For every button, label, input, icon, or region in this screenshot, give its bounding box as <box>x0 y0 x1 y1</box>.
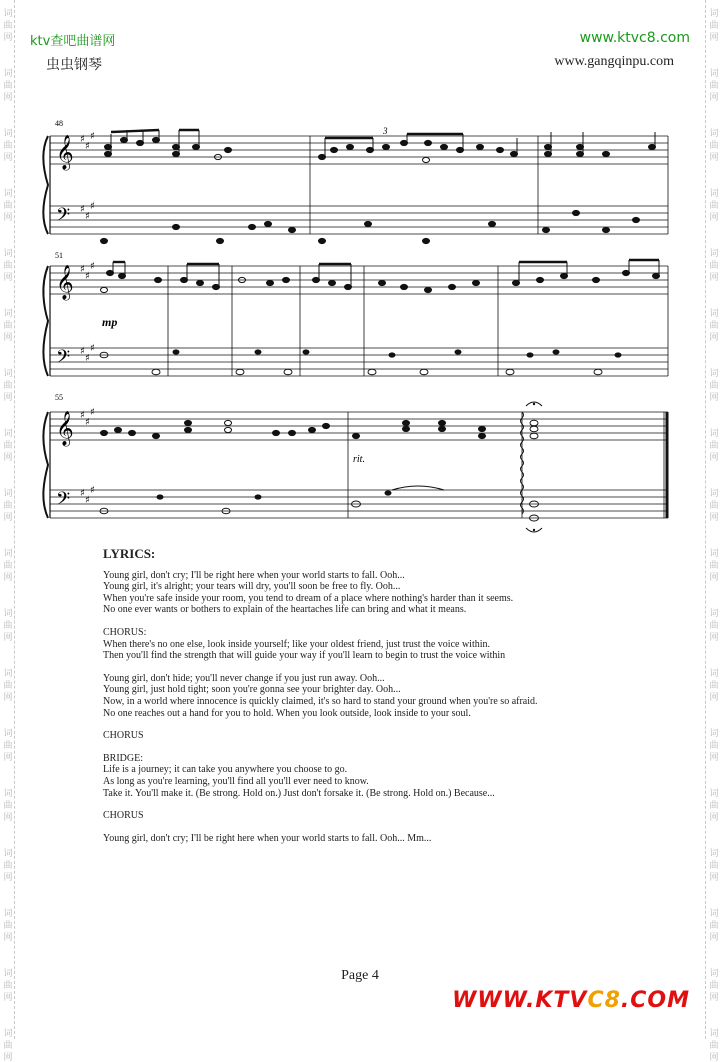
watermark-glyph: 网 <box>3 872 13 882</box>
svg-text:♯: ♯ <box>80 264 85 275</box>
lyrics-chorus-marker <box>103 810 663 822</box>
watermark-glyph: 曲 <box>709 980 719 990</box>
watermark-glyph: 曲 <box>3 560 13 570</box>
lyrics-verse-2 <box>103 673 663 719</box>
lyric-line: No one ever wants or bothers to explain of the heartaches life can bring and what it means. <box>103 604 467 616</box>
watermark-glyph: 曲 <box>3 860 13 870</box>
svg-text:𝄞: 𝄞 <box>56 135 74 170</box>
lyrics-chorus-marker <box>103 730 663 742</box>
watermark-glyph: 词 <box>3 248 13 258</box>
watermark-glyph: 词 <box>709 248 719 258</box>
watermark-glyph: 词 <box>709 128 719 138</box>
lyric-line: Then you'll find the strength that will guide your way if you'll learn to begin to trust the voice within <box>103 650 506 662</box>
watermark-glyph: 网 <box>3 92 13 102</box>
watermark-glyph: 曲 <box>709 680 719 690</box>
site-logo <box>452 988 690 1013</box>
watermark-glyph: 网 <box>709 92 719 102</box>
svg-text:♯: ♯ <box>80 204 85 215</box>
watermark-glyph: 曲 <box>709 140 719 150</box>
watermark-glyph: 词 <box>709 968 719 978</box>
watermark-glyph: 词 <box>709 8 719 18</box>
score-system-1-graphic <box>0 112 720 252</box>
svg-text:♯: ♯ <box>85 417 90 428</box>
lyric-line: Young girl, don't cry; I'll be right here when your world starts to fall. Ooh... Mm... <box>103 832 432 844</box>
watermark-glyph: 词 <box>709 728 719 738</box>
watermark-glyph: 曲 <box>3 200 13 210</box>
watermark-glyph: 网 <box>3 1052 13 1062</box>
watermark-glyph: 网 <box>709 452 719 462</box>
watermark-glyph: 网 <box>709 152 719 162</box>
watermark-glyph: 词 <box>3 908 13 918</box>
watermark-glyph: 词 <box>709 908 719 918</box>
watermark-glyph: 曲 <box>709 740 719 750</box>
svg-text:♯: ♯ <box>80 346 85 357</box>
watermark-glyph: 曲 <box>3 320 13 330</box>
score-system-2-graphic <box>0 252 720 392</box>
site-logo-part-3: .COM <box>620 988 690 1013</box>
watermark-glyph: 曲 <box>709 560 719 570</box>
watermark-glyph: 网 <box>709 812 719 822</box>
watermark-glyph: 网 <box>3 992 13 1002</box>
lyric-line: CHORUS <box>103 730 144 742</box>
svg-text:♯: ♯ <box>85 495 90 506</box>
lyric-line: No one reaches out a hand for you to hold. When you look outside, look inside to your soul. <box>103 707 471 719</box>
site-url-right: www.ktvc8.com <box>579 30 690 46</box>
watermark-glyph: 网 <box>3 512 13 522</box>
lyrics-chorus <box>103 627 663 662</box>
watermark-glyph: 词 <box>3 728 13 738</box>
watermark-glyph: 网 <box>709 332 719 342</box>
lyric-line: Young girl, don't cry; I'll be right here when your world starts to fall. Ooh... <box>103 569 405 581</box>
svg-text:♯: ♯ <box>90 407 95 418</box>
svg-text:♯: ♯ <box>90 201 95 212</box>
svg-text:𝄢: 𝄢 <box>56 489 71 514</box>
lyrics-title: LYRICS: <box>103 546 156 561</box>
watermark-glyph: 网 <box>709 392 719 402</box>
tempo-rit: rit. <box>353 454 365 465</box>
watermark-glyph: 网 <box>3 32 13 42</box>
watermark-glyph: 网 <box>709 272 719 282</box>
watermark-glyph: 曲 <box>709 380 719 390</box>
watermark-glyph: 曲 <box>709 320 719 330</box>
svg-text:♯: ♯ <box>90 261 95 272</box>
score-system-2 <box>0 252 720 392</box>
svg-text:♯: ♯ <box>85 211 90 222</box>
lyrics-outro <box>103 833 663 845</box>
watermark-glyph: 曲 <box>3 1040 13 1050</box>
watermark-glyph: 词 <box>709 1028 719 1038</box>
watermark-glyph: 曲 <box>709 260 719 270</box>
watermark-glyph: 网 <box>709 632 719 642</box>
measure-number-55: 55 <box>55 393 63 402</box>
score-system-3 <box>0 392 720 542</box>
lyric-line: BRIDGE: <box>103 752 143 764</box>
watermark-glyph: 词 <box>709 188 719 198</box>
watermark-glyph: 词 <box>3 488 13 498</box>
watermark-glyph: 网 <box>709 692 719 702</box>
lyric-line: Life is a journey; it can take you anywhere you choose to go. <box>103 764 348 776</box>
lyrics-verse-1 <box>103 570 663 616</box>
watermark-glyph: 网 <box>709 872 719 882</box>
watermark-glyph: 网 <box>3 572 13 582</box>
svg-text:𝄢: 𝄢 <box>56 205 71 230</box>
watermark-glyph: 曲 <box>709 620 719 630</box>
watermark-glyph: 词 <box>3 548 13 558</box>
watermark-glyph: 曲 <box>3 260 13 270</box>
watermark-glyph: 曲 <box>3 440 13 450</box>
watermark-glyph: 曲 <box>3 20 13 30</box>
lyric-line: Young girl, don't hide; you'll never change if you just run away. Ooh... <box>103 672 385 684</box>
watermark-glyph: 曲 <box>709 800 719 810</box>
watermark-glyph: 曲 <box>3 800 13 810</box>
watermark-glyph: 网 <box>709 32 719 42</box>
lyrics-bridge <box>103 753 663 799</box>
watermark-glyph: 网 <box>3 212 13 222</box>
watermark-glyph: 词 <box>709 308 719 318</box>
watermark-glyph: 词 <box>3 188 13 198</box>
watermark-glyph: 词 <box>3 608 13 618</box>
watermark-glyph: 曲 <box>709 20 719 30</box>
watermark-glyph: 网 <box>3 452 13 462</box>
page-number: Page 4 <box>341 968 379 983</box>
watermark-glyph: 词 <box>709 428 719 438</box>
svg-text:𝄢: 𝄢 <box>56 347 71 372</box>
watermark-glyph: 网 <box>709 572 719 582</box>
watermark-glyph: 词 <box>3 128 13 138</box>
watermark-glyph: 曲 <box>709 860 719 870</box>
svg-text:𝄞: 𝄞 <box>56 265 74 300</box>
site-logo-part-2: C8 <box>587 988 621 1013</box>
watermark-glyph: 词 <box>709 668 719 678</box>
score-system-1 <box>0 112 720 252</box>
watermark-glyph: 曲 <box>3 680 13 690</box>
watermark-glyph: 网 <box>3 752 13 762</box>
watermark-glyph: 网 <box>3 812 13 822</box>
watermark-glyph: 网 <box>3 392 13 402</box>
watermark-glyph: 网 <box>3 692 13 702</box>
lyric-line: Young girl, it's alright; your tears will dry, you'll soon be free to fly. Ooh... <box>103 581 401 593</box>
watermark-glyph: 词 <box>3 1028 13 1038</box>
watermark-glyph: 曲 <box>3 380 13 390</box>
watermark-glyph: 曲 <box>3 920 13 930</box>
lyric-line: CHORUS: <box>103 626 147 638</box>
watermark-glyph: 曲 <box>709 500 719 510</box>
watermark-glyph: 网 <box>709 752 719 762</box>
svg-text:♯: ♯ <box>85 141 90 152</box>
watermark-glyph: 词 <box>3 308 13 318</box>
measure-number-48: 48 <box>55 119 63 128</box>
lyric-line: Take it. You'll make it. (Be strong. Hold on.) Just don't forsake it. (Be strong. Hold on.) Because... <box>103 787 495 799</box>
dynamic-mp: mp <box>102 315 118 329</box>
watermark-glyph: 词 <box>709 608 719 618</box>
watermark-glyph: 词 <box>3 668 13 678</box>
watermark-glyph: 曲 <box>709 80 719 90</box>
lyric-line: Now, in a world where innocence is quickly claimed, it's so hard to stand your ground when you're so afraid. <box>103 695 538 707</box>
svg-text:♯: ♯ <box>90 343 95 354</box>
watermark-glyph: 词 <box>3 8 13 18</box>
watermark-glyph: 曲 <box>709 440 719 450</box>
source-name: 虫虫钢琴 <box>46 58 102 73</box>
watermark-glyph: 词 <box>3 848 13 858</box>
svg-text:♯: ♯ <box>80 488 85 499</box>
watermark-glyph: 曲 <box>3 140 13 150</box>
lyric-line: When there's no one else, look inside yourself; like your oldest friend, just trust the voice within. <box>103 638 490 650</box>
watermark-glyph: 网 <box>3 332 13 342</box>
score-system-3-graphic <box>0 392 720 542</box>
lyric-line: Young girl, just hold tight; soon you're gonna see your brighter day. Ooh... <box>103 684 401 696</box>
watermark-glyph: 网 <box>709 1052 719 1062</box>
watermark-glyph: 词 <box>709 488 719 498</box>
watermark-glyph: 词 <box>709 788 719 798</box>
watermark-glyph: 词 <box>709 368 719 378</box>
site-logo-part-1: WWW.KTV <box>452 988 588 1013</box>
watermark-glyph: 词 <box>3 788 13 798</box>
watermark-glyph: 词 <box>3 368 13 378</box>
watermark-glyph: 曲 <box>709 920 719 930</box>
svg-text:♯: ♯ <box>80 134 85 145</box>
watermark-glyph: 网 <box>709 932 719 942</box>
svg-text:♯: ♯ <box>90 131 95 142</box>
watermark-glyph: 网 <box>709 992 719 1002</box>
svg-text:𝄞: 𝄞 <box>56 411 74 446</box>
watermark-glyph: 网 <box>3 632 13 642</box>
watermark-glyph: 网 <box>3 272 13 282</box>
site-name-left: ktv查吧曲谱网 <box>30 34 116 49</box>
watermark-glyph: 网 <box>709 212 719 222</box>
svg-text:♯: ♯ <box>80 410 85 421</box>
watermark-glyph: 曲 <box>3 500 13 510</box>
watermark-glyph: 曲 <box>3 980 13 990</box>
watermark-glyph: 曲 <box>3 620 13 630</box>
watermark-glyph: 词 <box>3 428 13 438</box>
watermark-glyph: 网 <box>709 512 719 522</box>
watermark-glyph: 网 <box>3 152 13 162</box>
lyrics-section <box>103 548 663 855</box>
svg-text:♯: ♯ <box>85 353 90 364</box>
watermark-glyph: 词 <box>3 68 13 78</box>
watermark-glyph: 网 <box>3 932 13 942</box>
lyric-line: As long as you're learning, you'll find all you'll ever need to know. <box>103 775 369 787</box>
watermark-glyph: 词 <box>3 968 13 978</box>
source-url: www.gangqinpu.com <box>554 54 674 69</box>
watermark-glyph: 词 <box>709 848 719 858</box>
triplet-mark: 3 <box>383 126 388 136</box>
lyric-line: CHORUS <box>103 810 144 822</box>
watermark-glyph: 曲 <box>3 740 13 750</box>
watermark-glyph: 曲 <box>709 200 719 210</box>
svg-text:♯: ♯ <box>90 485 95 496</box>
measure-number-51: 51 <box>55 252 63 260</box>
watermark-glyph: 曲 <box>709 1040 719 1050</box>
svg-text:♯: ♯ <box>85 271 90 282</box>
watermark-glyph: 词 <box>709 68 719 78</box>
watermark-glyph: 曲 <box>3 80 13 90</box>
watermark-glyph: 词 <box>709 548 719 558</box>
lyric-line: When you're safe inside your room, you tend to dream of a place where nothing's harder than it seems. <box>103 592 514 604</box>
